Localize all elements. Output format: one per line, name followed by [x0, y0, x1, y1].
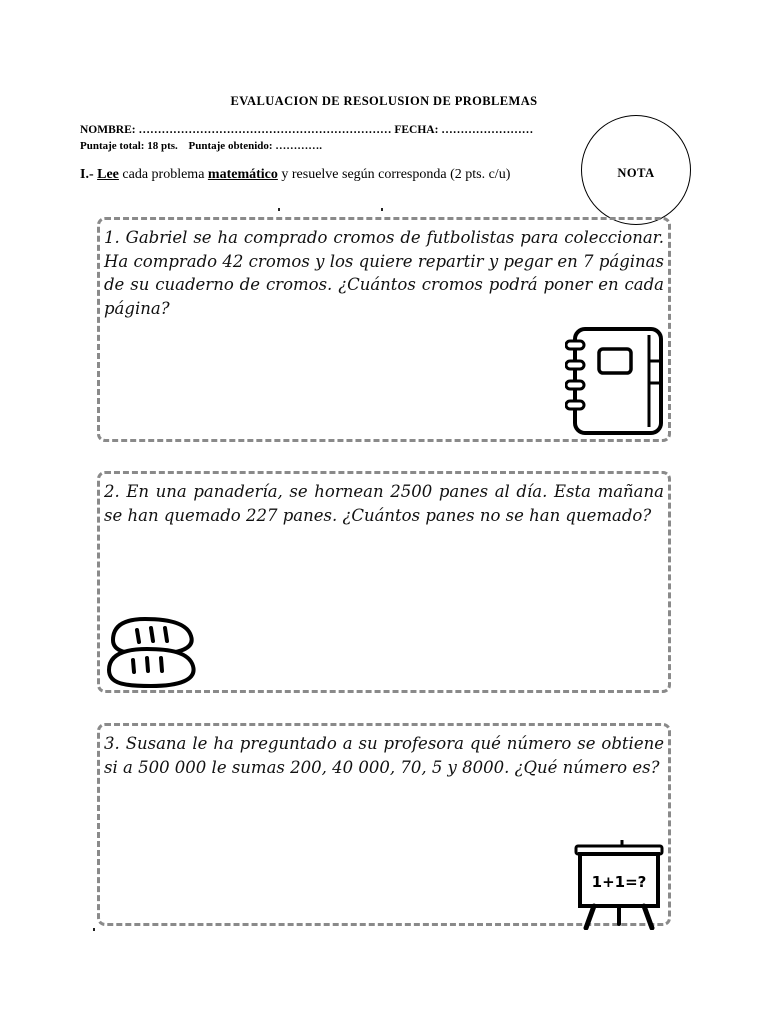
- bread-icon: [105, 614, 205, 694]
- problem-box-2: [97, 471, 671, 693]
- stray-mark: [93, 928, 95, 931]
- instruction-lee: Lee: [97, 167, 119, 182]
- score-line: [80, 140, 322, 152]
- puntaje-total: Puntaje total: 18 pts.: [80, 140, 178, 152]
- instruction: [80, 167, 510, 183]
- instruction-number: I.-: [80, 167, 94, 182]
- stray-mark: [381, 208, 383, 211]
- chalkboard-icon: [572, 840, 667, 930]
- chalkboard-equation: 1+1=?: [591, 873, 647, 891]
- problem-text-2: 2. En una panadería, se hornean 2500 panes al día. Esta mañana se han quemado 227 panes. ¿Cuántos panes no se han quemado?: [104, 482, 664, 525]
- instruction-matematico: matemático: [207, 167, 278, 182]
- instruction-text-2: y resuelve según corresponda (2 pts. c/u): [277, 167, 511, 182]
- notebook-icon: [565, 325, 675, 440]
- nota-label: NOTA: [617, 166, 655, 180]
- problem-text-1: 1. Gabriel se ha comprado cromos de futbolistas para coleccionar. Ha comprado 42 cromos y los quiere repartir y pegar en 7 páginas de su cuaderno de cromos. ¿Cuántos cromos podrá poner en cada página?: [104, 228, 664, 318]
- nombre-field-label: NOMBRE: …………………………………………………………: [80, 124, 392, 136]
- fecha-field-label: FECHA: ……………………: [394, 124, 534, 136]
- problem-box-3: [97, 723, 671, 926]
- instruction-text-1: cada problema: [118, 167, 208, 182]
- name-date-line: [80, 124, 533, 136]
- problem-text-3: 3. Susana le ha preguntado a su profesora qué número se obtiene si a 500 000 le sumas 200, 40 000, 70, 5 y 8000. ¿Qué número es?: [104, 734, 664, 777]
- nota-circle: [581, 115, 691, 225]
- page-title: EVALUACION DE RESOLUSION DE PROBLEMAS: [230, 94, 538, 108]
- problem-box-1: [97, 217, 671, 442]
- puntaje-obtenido: Puntaje obtenido: ………….: [188, 140, 323, 152]
- stray-mark: [278, 208, 280, 211]
